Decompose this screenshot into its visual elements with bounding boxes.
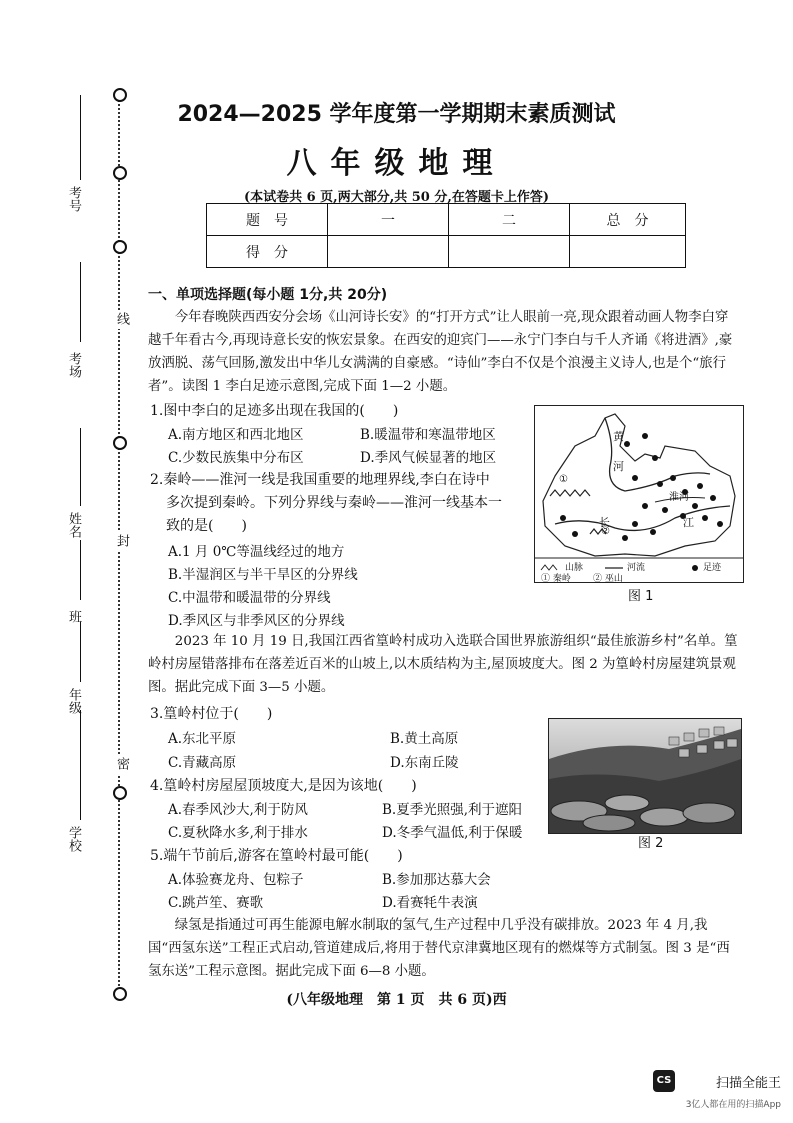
q5-option-c[interactable]: C.跳芦笙、赛歌: [168, 895, 264, 911]
name-line[interactable]: [80, 428, 81, 506]
q3-option-c[interactable]: C.青藏高原: [168, 755, 237, 771]
exam-title: 2024—2025 学年度第一学期期末素质测试: [177, 102, 616, 127]
class-line[interactable]: [80, 540, 81, 600]
q4-option-a[interactable]: A.春季风沙大,利于防风: [168, 802, 308, 818]
map-label-2: ②: [601, 526, 610, 537]
score-input-cell[interactable]: [328, 236, 449, 268]
figure-2-photo: [548, 718, 742, 834]
q2-option-c[interactable]: C.中温带和暖温带的分界线: [168, 590, 331, 606]
scanner-tagline: 3亿人都在用的扫描App: [685, 1100, 781, 1110]
binding-hole: [113, 436, 127, 450]
question-3-stem: 3.篁岭村位于( ): [150, 706, 273, 722]
q1-option-d[interactable]: D.季风气候显著的地区: [360, 450, 497, 466]
q3-option-a[interactable]: A.东北平原: [168, 731, 237, 747]
legend-footprint: 足迹: [703, 563, 722, 573]
q5-option-b[interactable]: B.参加那达慕大会: [382, 872, 491, 888]
page-footer: (八年级地理 第 1 页 共 6 页)西: [286, 992, 507, 1008]
grade-label: 年级: [66, 688, 81, 714]
table-cell: 题 号: [207, 204, 328, 236]
map-label-huang: 黄: [613, 430, 624, 443]
figure-2-caption: 图 2: [638, 836, 664, 851]
q5-option-a[interactable]: A.体验赛龙舟、包粽子: [168, 872, 304, 888]
score-table-score-row: [207, 236, 686, 268]
exam-number-label: 考号: [66, 186, 81, 212]
footprint-dots: [560, 433, 723, 541]
class-label: 班: [66, 610, 81, 623]
map-label-chang: 长: [599, 516, 610, 529]
map-label-huaihe: 淮河: [669, 492, 689, 503]
question-5-stem: 5.端午节前后,游客在篁岭村最可能( ): [150, 848, 403, 864]
score-table: [206, 203, 686, 268]
question-4-stem: 4.篁岭村房屋屋顶坡度大,是因为该地( ): [150, 778, 417, 794]
line-mark-feng: 封: [112, 532, 131, 551]
passage-3: 绿氢是指通过可再生能源电解水制取的氢气,生产过程中几乎没有碳排放。2023 年 4 月,我国“西氢东送”工程正式启动,管道建成后,将用于替代京津冀地区现有的燃煤等方式制氢。图 3 是“西氢东送”工程示意图。据此完成下面 6—8 小题。: [148, 918, 730, 979]
map-label-1: ①: [559, 474, 568, 485]
section-heading: 一、单项选择题(每小题 1分,共 20分): [148, 287, 388, 303]
passage-1: 今年春晚陕西西安分会场《山河诗长安》的“打开方式”让人眼前一亮,现众跟着动画人物李白穿越千年看古今,再现诗意长安的恢宏景象。在西安的迎宾门——永宁门李白与千人齐诵《将进酒》,豪放洒脱、荡气回肠,激发出中华儿女满满的自豪感。“诗仙”李白不仅是个浪漫主义诗人,也是个“旅行者”。读图 1 李白足迹示意图,完成下面 1—2 小题。: [148, 310, 733, 394]
q2-option-d[interactable]: D.季风区与非季风区的分界线: [168, 613, 345, 629]
figure-1-map: [534, 405, 744, 583]
subject-title: 八年级地理: [286, 146, 507, 181]
map-label-he: 河: [613, 460, 624, 473]
q3-option-d[interactable]: D.东南丘陵: [390, 755, 459, 771]
qinling-mountain-symbol: [550, 490, 590, 496]
line-mark-mi: 密: [112, 755, 131, 774]
q1-option-a[interactable]: A.南方地区和西北地区: [168, 427, 304, 443]
table-cell: 二: [449, 204, 570, 236]
question-2-stem-line-2: 多次提到秦岭。下列分界线与秦岭——淮河一线基本一: [166, 495, 502, 511]
line-mark-xian: 线: [112, 310, 131, 329]
q5-option-d[interactable]: D.看赛牦牛表演: [382, 895, 478, 911]
table-cell: 一: [328, 204, 449, 236]
q1-option-c[interactable]: C.少数民族集中分布区: [168, 450, 304, 466]
village-landscape-image: [549, 719, 741, 833]
exam-room-line[interactable]: [80, 262, 81, 342]
question-1-stem: 1.图中李白的足迹多出现在我国的( ): [150, 403, 399, 419]
scanner-brand: 扫描全能王: [715, 1076, 781, 1091]
exam-room-label: 考场: [66, 352, 81, 378]
school-label: 学校: [66, 826, 81, 852]
question-2-stem-line-1: 2.秦岭——淮河一线是我国重要的地理界线,李白在诗中: [150, 472, 490, 488]
figure-1-caption: 图 1: [628, 589, 654, 604]
q4-option-b[interactable]: B.夏季光照强,利于遮阳: [382, 802, 523, 818]
q4-option-c[interactable]: C.夏秋降水多,利于排水: [168, 825, 308, 841]
q3-option-b[interactable]: B.黄土高原: [390, 731, 459, 747]
question-2-stem-line-3: 致的是( ): [166, 518, 247, 534]
q1-option-b[interactable]: B.暖温带和寒温带地区: [360, 427, 496, 443]
name-label: 姓名: [66, 512, 81, 538]
q2-option-b[interactable]: B.半湿润区与半干旱区的分界线: [168, 567, 358, 583]
route-map-svg: [535, 406, 743, 582]
table-cell: 得 分: [207, 236, 328, 268]
school-line[interactable]: [80, 710, 81, 820]
q2-option-a[interactable]: A.1 月 0℃等温线经过的地方: [168, 544, 345, 560]
legend-wushan: ② 巫山: [593, 574, 623, 584]
legend-qinling: ① 秦岭: [541, 574, 571, 584]
table-cell: 总 分: [570, 204, 686, 236]
legend-mountain: 山脉: [565, 563, 584, 573]
q4-option-d[interactable]: D.冬季气温低,利于保暖: [382, 825, 523, 841]
map-label-jiang: 江: [683, 516, 694, 529]
score-input-cell[interactable]: [449, 236, 570, 268]
passage-2: 2023 年 10 月 19 日,我国江西省篁岭村成功入选联合国世界旅游组织“最佳旅游乡村”名单。篁岭村房屋错落排布在落差近百米的山坡上,以木质结构为主,屋顶坡度大。图 2 为篁岭村房屋建筑景观图。据此完成下面 3—5 小题。: [148, 634, 738, 695]
grade-line[interactable]: [80, 622, 81, 682]
score-table-header-row: [207, 204, 686, 236]
exam-note: (本试卷共 6 页,两大部分,共 50 分,在答题卡上作答): [243, 190, 550, 205]
binding-hole: [113, 240, 127, 254]
scanner-logo-icon: CS: [653, 1070, 675, 1092]
legend-river: 河流: [627, 563, 646, 573]
binding-hole: [113, 786, 127, 800]
score-input-cell[interactable]: [570, 236, 686, 268]
